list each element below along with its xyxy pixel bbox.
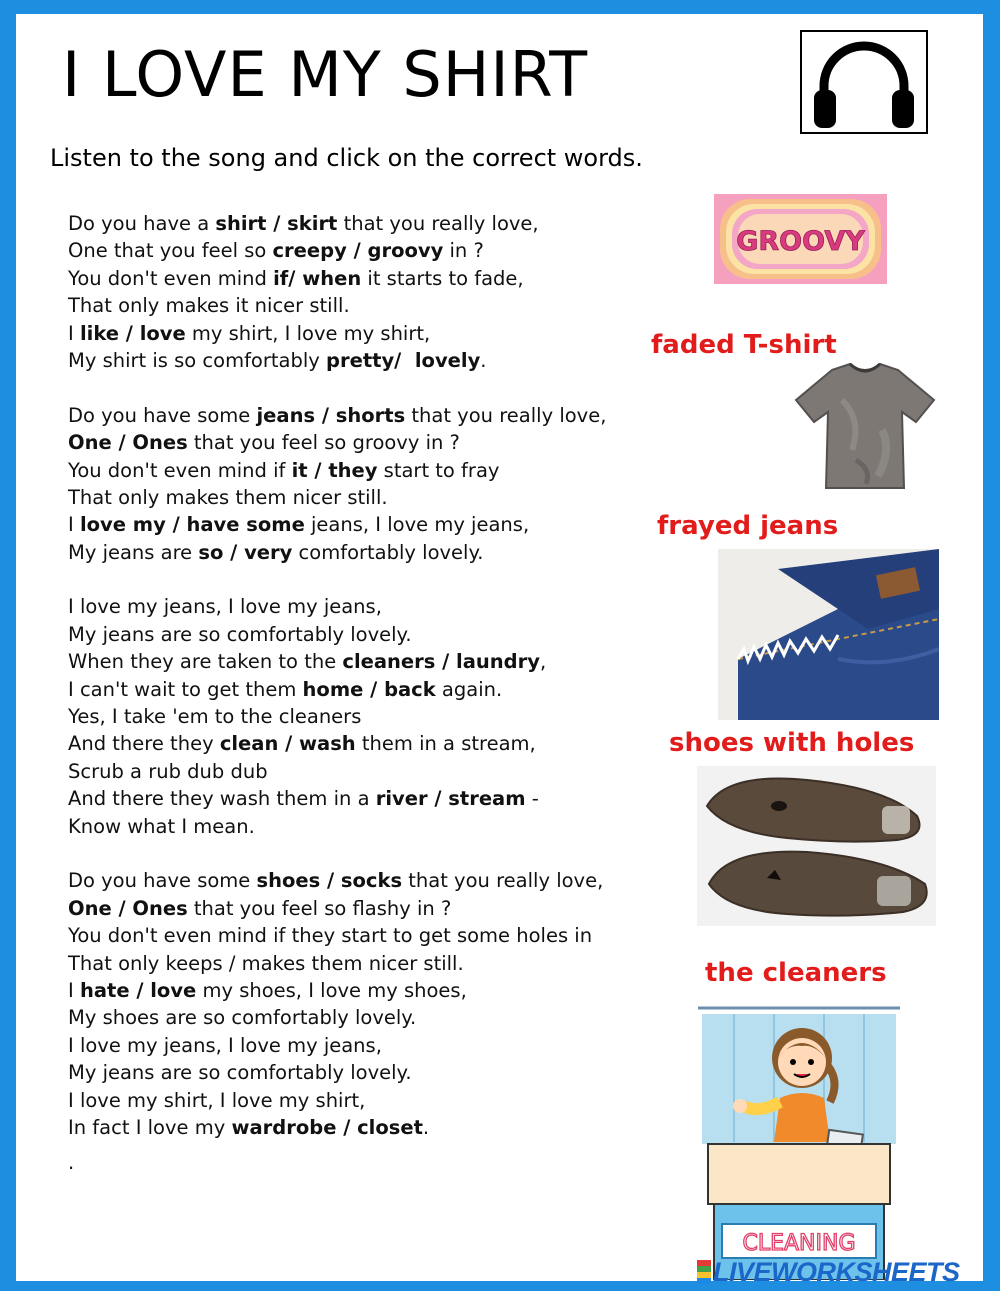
lyric-text: .	[422, 1115, 430, 1139]
liveworksheets-logo-mark	[697, 1260, 711, 1284]
stanza-gap	[68, 566, 668, 593]
worksheet	[16, 14, 983, 1287]
lyric-text: And there they	[68, 732, 220, 756]
word-choice[interactable]: home / back	[302, 677, 436, 701]
shoes-image	[697, 766, 936, 926]
cleaners-illustration	[694, 1002, 904, 1280]
lyric-text: I	[68, 513, 80, 537]
word-choice[interactable]: it / they	[291, 458, 378, 482]
lyric-text: that you really love,	[405, 403, 607, 427]
watermark-text: LIVEWORKSHEETS	[713, 1257, 960, 1287]
lyric-line	[68, 785, 668, 812]
lyric-text: that you feel so flashy in ?	[187, 896, 452, 920]
lyric-line	[68, 895, 668, 922]
word-choice[interactable]: One / Ones	[68, 431, 188, 455]
lyric-line	[68, 265, 668, 292]
lyric-line: I love my shirt, I love my shirt,	[68, 1088, 366, 1112]
lyric-line: My shoes are so comfortably lovely.	[68, 1006, 417, 1030]
headphones-icon	[802, 32, 926, 132]
word-choice[interactable]: love my / have some	[79, 513, 305, 537]
lyric-text: that you feel so groovy in ?	[187, 431, 460, 455]
lyric-line: Yes, I take 'em to the cleaners	[68, 705, 362, 729]
lyric-text: comfortably lovely.	[292, 540, 484, 564]
lyric-line	[68, 429, 668, 456]
lyric-text: You don't even mind if	[68, 458, 292, 482]
lyric-line: I love my jeans, I love my jeans,	[68, 1033, 382, 1057]
label-frayed: frayed jeans	[657, 511, 839, 541]
lyric-line: .	[68, 1151, 75, 1175]
lyric-text: my shoes, I love my shoes,	[196, 978, 467, 1002]
jeans-image	[718, 549, 939, 720]
lyric-text: I	[68, 321, 80, 345]
lyric-line: That only keeps / makes them nicer still.	[68, 951, 464, 975]
groovy-text: GROOVY	[736, 226, 865, 257]
lyric-line	[68, 977, 668, 1004]
lyric-line: Scrub a rub dub dub	[68, 759, 268, 783]
lyric-text: in ?	[443, 239, 484, 263]
lyric-line	[68, 730, 668, 757]
word-choice[interactable]: cleaners / laundry	[342, 650, 540, 674]
lyric-text: again.	[435, 677, 503, 701]
word-choice[interactable]: like / love	[79, 321, 186, 345]
lyric-text: Do you have some	[68, 869, 257, 893]
stanza-gap	[68, 374, 668, 401]
lyric-text: them in a stream,	[355, 732, 536, 756]
lyric-text: And there they wash them in a	[68, 787, 376, 811]
lyric-text: My jeans are	[68, 540, 199, 564]
lyric-text: jeans, I love my jeans,	[304, 513, 530, 537]
lyric-text: it starts to fade,	[361, 266, 524, 290]
lyric-text: my shirt, I love my shirt,	[185, 321, 431, 345]
lyric-line	[68, 1114, 668, 1141]
word-choice[interactable]: shoes / socks	[256, 869, 403, 893]
word-choice[interactable]: river / stream	[375, 787, 526, 811]
word-choice[interactable]: clean / wash	[219, 732, 356, 756]
word-choice[interactable]: if/ when	[273, 266, 362, 290]
lyric-line	[68, 676, 668, 703]
word-choice[interactable]: shirt / skirt	[215, 212, 338, 235]
lyric-line	[68, 237, 668, 264]
word-choice[interactable]: so / very	[198, 540, 293, 564]
word-choice[interactable]: wardrobe / closet	[231, 1115, 423, 1139]
lyric-line	[68, 320, 668, 347]
lyric-line	[68, 402, 668, 429]
groovy-image	[714, 194, 887, 284]
lyric-line: That only makes them nicer still.	[68, 485, 388, 509]
lyric-text: I can't wait to get them	[68, 677, 303, 701]
lyric-line: Know what I mean.	[68, 814, 255, 838]
lyric-line	[68, 867, 668, 894]
page-title: I LOVE MY SHIRT	[62, 38, 589, 111]
lyric-line: That only makes it nicer still.	[68, 294, 350, 318]
lyric-text: that you really love,	[402, 869, 604, 893]
instruction-text: Listen to the song and click on the correct words.	[50, 144, 643, 172]
lyric-text: One that you feel so	[68, 239, 273, 263]
lyric-line	[68, 347, 668, 374]
lyric-line: I love my jeans, I love my jeans,	[68, 595, 382, 619]
lyric-text: start to fray	[377, 458, 500, 482]
tshirt-image	[792, 360, 938, 492]
liveworksheets-watermark[interactable]	[713, 1257, 960, 1288]
lyric-text: Do you have some	[68, 403, 257, 427]
lyric-line	[68, 457, 668, 484]
lyrics	[68, 210, 668, 1177]
lyric-line	[68, 511, 668, 538]
word-choice[interactable]: pretty/ lovely	[326, 348, 481, 372]
label-shoes: shoes with holes	[669, 728, 915, 758]
lyric-text: I	[68, 978, 80, 1002]
audio-play-button[interactable]	[800, 30, 928, 134]
word-choice[interactable]: jeans / shorts	[256, 403, 406, 427]
lyric-text: .	[480, 348, 487, 372]
lyric-line	[68, 539, 668, 566]
lyric-text: In fact I love my	[68, 1115, 232, 1139]
cleaning-sign-text: CLEANING	[742, 1231, 856, 1256]
word-choice[interactable]: hate / love	[79, 978, 197, 1002]
lyric-text: You don't even mind	[68, 266, 274, 290]
lyric-line: My jeans are so comfortably lovely.	[68, 1061, 412, 1085]
lyric-line	[68, 648, 668, 675]
lyric-text: When they are taken to the	[68, 650, 343, 674]
lyric-text: Do you have a	[68, 212, 216, 235]
lyric-text: -	[525, 787, 539, 811]
lyric-text: My shirt is so comfortably	[68, 348, 327, 372]
label-cleaners: the cleaners	[705, 958, 887, 988]
lyric-text: that you really love,	[337, 212, 539, 235]
lyric-line	[68, 210, 668, 237]
label-faded: faded T-shirt	[651, 330, 837, 360]
lyric-line: You don't even mind if they start to get some holes in	[68, 924, 593, 948]
lyric-text: ,	[539, 650, 547, 674]
stanza-gap	[68, 840, 668, 867]
word-choice[interactable]: One / Ones	[68, 896, 188, 920]
word-choice[interactable]: creepy / groovy	[272, 239, 444, 263]
lyric-line: My jeans are so comfortably lovely.	[68, 622, 412, 646]
